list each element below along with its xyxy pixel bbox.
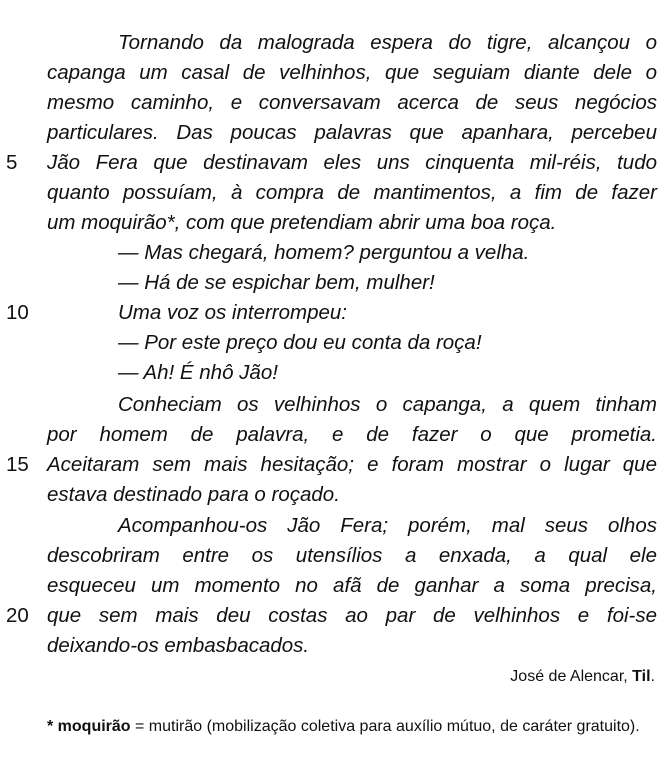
text-line-13: Conheciam os velhinhos o capanga, a quem tinham <box>118 393 657 416</box>
text-line-20: que sem mais deu costas ao par de velhinhos e foi-se <box>47 604 657 627</box>
source-attribution <box>510 666 655 688</box>
text-line-1: Tornando da malograda espera do tigre, alcançou o <box>118 31 657 54</box>
attribution-author: José de Alencar, <box>510 668 628 685</box>
text-line-10: Uma voz os interrompeu: <box>118 301 348 324</box>
text-line-6: quanto possuíam, à compra de mantimentos, a fim de fazer <box>47 181 657 204</box>
footnote-term: * moquirão <box>47 718 131 735</box>
text-line-9: — Há de se espichar bem, mulher! <box>118 271 435 294</box>
attribution-work: Til <box>632 668 651 685</box>
text-line-15: Aceitaram sem mais hesitação; e foram mostrar o lugar que <box>47 453 657 476</box>
text-line-3: mesmo caminho, e conversavam acerca de seus negócios <box>47 91 657 114</box>
text-line-8: — Mas chegará, homem? perguntou a velha. <box>118 241 530 264</box>
text-line-18: descobriram entre os utensílios a enxada, a qual ele <box>47 544 657 567</box>
text-line-14: por homem de palavra, e de fazer o que prometia. <box>47 423 657 446</box>
text-line-4: particulares. Das poucas palavras que apanhara, percebeu <box>47 121 657 144</box>
line-number: 20 <box>6 604 29 627</box>
text-line-12: — Ah! É nhô Jão! <box>118 361 278 384</box>
text-line-19: esqueceu um momento no afã de ganhar a soma precisa, <box>47 574 657 597</box>
footnote-definition: = mutirão (mobilização coletiva para auxílio mútuo, de caráter gratuito). <box>130 718 640 735</box>
text-line-5: Jão Fera que destinavam eles uns cinquenta mil-réis, tudo <box>47 151 657 174</box>
text-line-11: — Por este preço dou eu conta da roça! <box>118 331 482 354</box>
text-line-21: deixando-os embasbacados. <box>47 634 310 657</box>
line-number: 15 <box>6 453 29 476</box>
text-line-2: capanga um casal de velhinhos, que seguiam diante dele o <box>47 61 657 84</box>
line-number: 5 <box>6 151 18 174</box>
text-line-16: estava destinado para o roçado. <box>47 483 340 506</box>
text-line-17: Acompanhou-os Jão Fera; porém, mal seus olhos <box>118 514 657 537</box>
text-line-7: um moquirão*, com que pretendiam abrir uma boa roça. <box>47 211 557 234</box>
footnote <box>47 716 657 738</box>
attribution-end: . <box>650 668 655 685</box>
line-number: 10 <box>6 301 29 324</box>
